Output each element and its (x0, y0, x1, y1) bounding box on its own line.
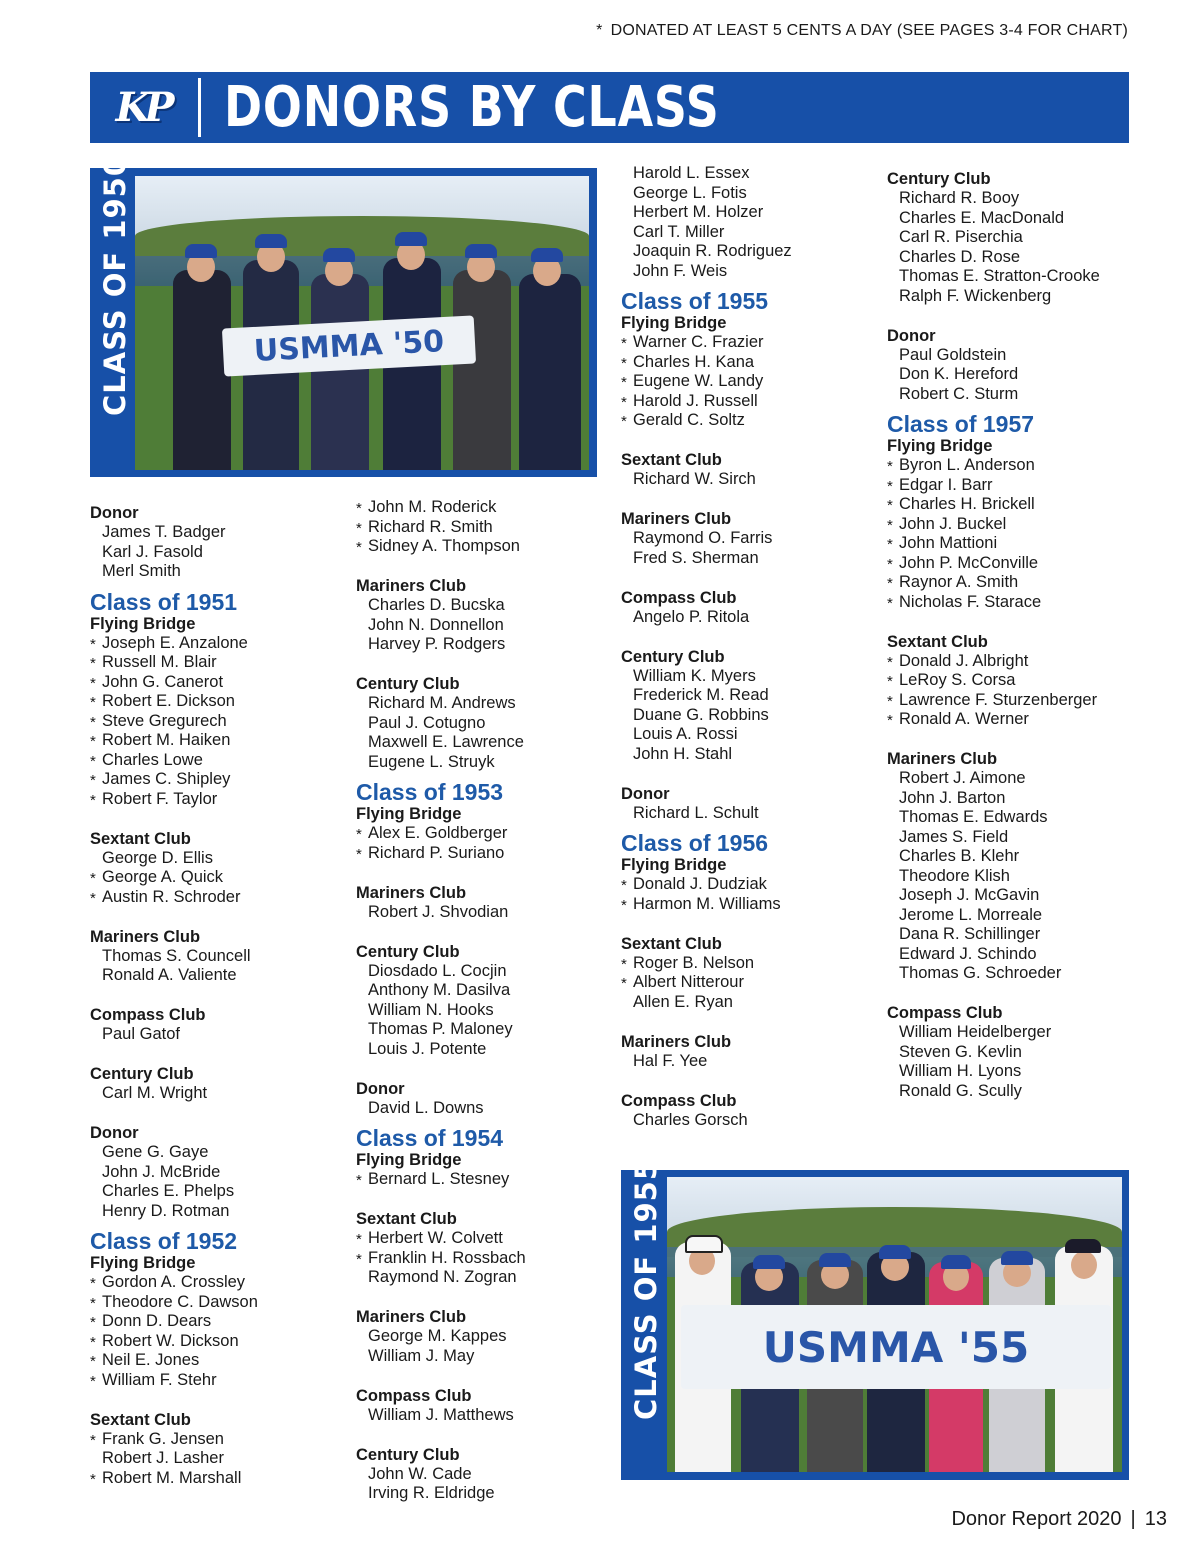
spacer (356, 655, 606, 675)
class-1950-photo (135, 176, 589, 470)
donor-name-starred: * Franklin H. Rossbach (356, 1249, 606, 1269)
spacer (621, 490, 871, 510)
club-heading: Donor (887, 326, 936, 345)
class-1955-photo-label: CLASS OF 1955 (629, 1158, 663, 1420)
spacer (621, 431, 871, 451)
spacer (356, 863, 606, 883)
donor-name: Karl J. Fasold (102, 542, 203, 561)
donor-name: Raymond N. Zogran (368, 1268, 517, 1286)
donor-name: James S. Field (899, 827, 1009, 846)
donor-name: Theodore Klish (899, 866, 1010, 885)
club-heading: Mariners Club (887, 750, 998, 768)
donor-name: Robert C. Sturm (899, 384, 1019, 403)
donor-column-4 (887, 169, 1137, 1101)
club-heading: Century Club (356, 942, 460, 961)
donor-name-starred: * Eugene W. Landy (621, 372, 871, 392)
donor-name: Maxwell E. Lawrence (368, 733, 524, 751)
spacer (621, 627, 871, 647)
club-heading: Flying Bridge (621, 856, 727, 874)
club-heading: Compass Club (356, 1386, 472, 1405)
donor-column-3 (621, 164, 871, 1130)
donor-name-starred: * John P. McConville (887, 554, 1137, 574)
donor-name: Charles B. Klehr (899, 847, 1020, 865)
donor-name: William Heidelberger (899, 1023, 1052, 1041)
club-heading: Century Club (621, 647, 725, 666)
donor-name-starred: * Sidney A. Thompson (356, 537, 606, 557)
spacer (356, 557, 606, 577)
page-number: 13 (1144, 1508, 1167, 1530)
donor-name: Merl Smith (102, 562, 181, 580)
club-heading: Mariners Club (356, 883, 467, 902)
donor-name: William J. Matthews (368, 1405, 514, 1424)
donor-name-starred: * Steve Gregurech (90, 712, 340, 732)
class-1950-photo-frame (90, 154, 597, 477)
donor-name: Herbert M. Holzer (633, 203, 764, 221)
club-heading: Sextant Club (621, 451, 722, 469)
donor-name: Harold L. Essex (633, 164, 750, 182)
donor-name: George M. Kappes (368, 1327, 507, 1345)
class-1950-photo-sign: USMMA '50 (222, 315, 476, 376)
donor-name: Louis A. Rossi (633, 725, 738, 743)
donor-name-starred: * Richard R. Smith (356, 518, 606, 538)
club-heading: Flying Bridge (887, 437, 993, 455)
spacer (621, 764, 871, 784)
spacer (356, 1059, 606, 1079)
donor-name: Gene G. Gaye (102, 1143, 209, 1161)
spacer (356, 1288, 606, 1308)
club-heading: Sextant Club (887, 632, 988, 651)
donor-name-starred: * Gordon A. Crossley (90, 1273, 340, 1293)
spacer (356, 922, 606, 942)
class-heading: Class of 1953 (356, 779, 504, 805)
donor-name: Eugene L. Struyk (368, 752, 495, 771)
donor-name: Raymond O. Farris (633, 529, 773, 547)
club-heading: Donor (356, 1079, 405, 1098)
spacer (621, 1012, 871, 1032)
donor-name: Charles E. Phelps (102, 1182, 235, 1200)
donor-name: William N. Hooks (368, 1000, 494, 1019)
spacer (90, 907, 340, 927)
spacer (621, 914, 871, 934)
club-heading: Compass Club (621, 1091, 737, 1110)
donor-name: James T. Badger (102, 523, 226, 541)
donor-name-starred: * Charles Lowe (90, 751, 340, 771)
donor-column-1 (90, 503, 340, 1488)
club-heading: Compass Club (90, 1006, 206, 1024)
donor-name: Richard M. Andrews (368, 694, 516, 712)
spacer (90, 1045, 340, 1065)
class-1955-photo-frame (621, 1158, 1129, 1480)
donor-name: Ralph F. Wickenberg (899, 286, 1052, 305)
donor-name: Allen E. Ryan (633, 992, 733, 1011)
donor-name-starred: * Robert E. Dickson (90, 692, 340, 712)
donor-name: Robert J. Lasher (102, 1449, 224, 1467)
donor-name: David L. Downs (368, 1098, 484, 1117)
donor-name: John J. Barton (899, 788, 1006, 807)
club-heading: Century Club (887, 170, 991, 188)
spacer (90, 1104, 340, 1124)
donor-name: Duane G. Robbins (633, 705, 769, 724)
donor-name-starred: * Bernard L. Stesney (356, 1170, 606, 1190)
donor-name: Steven G. Kevlin (899, 1042, 1022, 1061)
spacer (90, 809, 340, 829)
spacer (887, 984, 1137, 1004)
donor-name: Thomas E. Edwards (899, 808, 1048, 826)
donor-name-starred: * Robert F. Taylor (90, 790, 340, 810)
page-title: DONORS BY CLASS (224, 75, 720, 140)
donor-name: John F. Weis (633, 261, 728, 280)
donor-name-starred: * John J. Buckel (887, 515, 1137, 535)
donor-name: William J. May (368, 1346, 475, 1365)
donor-name-starred: * Theodore C. Dawson (90, 1293, 340, 1313)
club-heading: Flying Bridge (356, 1151, 462, 1169)
class-heading: Class of 1955 (621, 288, 769, 314)
donor-name: Ronald G. Scully (899, 1081, 1022, 1100)
page-footer (951, 1508, 1167, 1531)
donor-name-starred: * Lawrence F. Sturzenberger (887, 691, 1137, 711)
donor-name-starred: * Charles H. Brickell (887, 495, 1137, 515)
donor-name-starred: * John M. Roderick (356, 498, 606, 518)
donor-name: Carl T. Miller (633, 222, 725, 241)
club-heading: Mariners Club (621, 510, 732, 528)
donor-name-starred: * Neil E. Jones (90, 1351, 340, 1371)
club-heading: Donor (621, 784, 670, 803)
donor-name: George L. Fotis (633, 183, 747, 202)
donor-name: Henry D. Rotman (102, 1201, 230, 1220)
spacer (621, 568, 871, 588)
club-heading: Flying Bridge (621, 314, 727, 332)
club-heading: Donor (90, 504, 139, 522)
donor-name: Thomas E. Stratton-Crooke (899, 267, 1100, 285)
kp-logo (90, 72, 194, 143)
donor-name: Carl M. Wright (102, 1084, 208, 1102)
donor-name-starred: * Richard P. Suriano (356, 844, 606, 864)
report-title: Donor Report 2020 (951, 1508, 1122, 1530)
donor-name-starred: * John Mattioni (887, 534, 1137, 554)
donor-name: William K. Myers (633, 666, 756, 685)
donor-name: Thomas P. Maloney (368, 1020, 513, 1038)
donor-name-starred: * LeRoy S. Corsa (887, 671, 1137, 691)
donor-name: Edward J. Schindo (899, 944, 1037, 963)
kp-logo-text: KP (115, 84, 169, 131)
donor-name-starred: * Byron L. Anderson (887, 456, 1137, 476)
donor-name: Richard L. Schult (633, 803, 759, 822)
class-1955-photo (667, 1177, 1122, 1472)
donor-name: John N. Donnellon (368, 615, 504, 634)
donor-name-starred: * Robert M. Marshall (90, 1469, 340, 1489)
donor-name-starred: * John G. Canerot (90, 673, 340, 693)
club-heading: Century Club (356, 675, 460, 693)
donor-name: Charles D. Rose (899, 247, 1021, 266)
donor-name-starred: * Alex E. Goldberger (356, 824, 606, 844)
donor-name-starred: * Albert Nitterour (621, 973, 871, 993)
club-heading: Compass Club (621, 588, 737, 607)
donor-name: Louis J. Potente (368, 1039, 487, 1058)
donor-name-starred: * Charles H. Kana (621, 353, 871, 373)
donor-name: Diosdado L. Cocjin (368, 961, 507, 980)
class-1950-photo-label: CLASS OF 1950 (98, 154, 132, 416)
club-heading: Compass Club (887, 1004, 1003, 1022)
donor-name: Joseph J. McGavin (899, 886, 1040, 904)
footer-divider: | (1130, 1508, 1136, 1530)
donor-name: Charles Gorsch (633, 1110, 748, 1129)
donor-name: Frederick M. Read (633, 686, 769, 704)
donor-name: Don K. Hereford (899, 365, 1019, 383)
donor-name: Jerome L. Morreale (899, 905, 1043, 924)
club-heading: Century Club (356, 1445, 460, 1464)
donor-name: Richard R. Booy (899, 189, 1020, 207)
class-heading: Class of 1952 (90, 1228, 238, 1254)
donor-name: Charles E. MacDonald (899, 208, 1065, 227)
club-heading: Mariners Club (356, 577, 467, 595)
donor-name: John H. Stahl (633, 744, 733, 763)
banner-divider (198, 78, 201, 137)
donor-name: Richard W. Sirch (633, 470, 756, 488)
donor-name-starred: * Robert M. Haiken (90, 731, 340, 751)
donor-name: Ronald A. Valiente (102, 966, 237, 984)
star-legend-note (596, 22, 1128, 40)
donor-name: Hal F. Yee (633, 1051, 708, 1070)
donor-name-starred: * Gerald C. Soltz (621, 411, 871, 431)
donor-name-starred: * Donn D. Dears (90, 1312, 340, 1332)
spacer (90, 986, 340, 1006)
club-heading: Flying Bridge (356, 805, 462, 823)
club-heading: Mariners Club (621, 1032, 732, 1051)
donor-name-starred: * Russell M. Blair (90, 653, 340, 673)
class-heading: Class of 1951 (90, 588, 238, 615)
club-heading: Flying Bridge (90, 614, 196, 633)
donor-name-starred: * Nicholas F. Starace (887, 593, 1137, 613)
donor-name-starred: * Donald J. Albright (887, 652, 1137, 672)
donor-name: Anthony M. Dasilva (368, 981, 511, 999)
donor-name: Thomas S. Councell (102, 946, 251, 965)
donor-name-starred: * Ronald A. Werner (887, 710, 1137, 730)
donor-name: Paul J. Cotugno (368, 713, 486, 732)
donor-name: Joaquin R. Rodriguez (633, 242, 792, 260)
donor-name-starred: * Edgar I. Barr (887, 476, 1137, 496)
donor-name-starred: * Roger B. Nelson (621, 954, 871, 974)
spacer (90, 1390, 340, 1410)
club-heading: Mariners Club (356, 1308, 467, 1326)
donor-name-starred: * Frank G. Jensen (90, 1430, 340, 1450)
club-heading: Sextant Club (90, 1410, 191, 1429)
class-heading: Class of 1954 (356, 1125, 504, 1151)
star-legend-text: DONATED AT LEAST 5 CENTS A DAY (SEE PAGES 3-4 FOR CHART) (610, 22, 1128, 39)
club-heading: Flying Bridge (90, 1254, 196, 1272)
donor-name: William H. Lyons (899, 1062, 1022, 1080)
donor-name: Paul Gatof (102, 1025, 180, 1043)
section-banner (90, 72, 1129, 143)
donor-name: Robert J. Shvodian (368, 902, 509, 921)
donor-name: John J. McBride (102, 1162, 221, 1181)
donor-name-starred: * Robert W. Dickson (90, 1332, 340, 1352)
club-heading: Sextant Club (621, 934, 722, 953)
club-heading: Donor (90, 1124, 139, 1142)
club-heading: Sextant Club (90, 829, 191, 848)
donor-name: John W. Cade (368, 1464, 472, 1483)
donor-column-2 (356, 498, 606, 1504)
donor-name-starred: * Harold J. Russell (621, 392, 871, 412)
donor-name: Irving R. Eldridge (368, 1484, 495, 1502)
club-heading: Century Club (90, 1065, 194, 1083)
donor-name-starred: * Raynor A. Smith (887, 573, 1137, 593)
donor-name: Harvey P. Rodgers (368, 635, 506, 653)
donor-name: Robert J. Aimone (899, 769, 1026, 787)
donor-name: Thomas G. Schroeder (899, 964, 1062, 982)
spacer (621, 1071, 871, 1091)
donor-name-starred: * Herbert W. Colvett (356, 1229, 606, 1249)
donor-name: Carl R. Piserchia (899, 228, 1023, 246)
spacer (887, 612, 1137, 632)
club-heading: Sextant Club (356, 1210, 457, 1228)
spacer (356, 1366, 606, 1386)
donor-name: Angelo P. Ritola (633, 607, 750, 626)
spacer (887, 730, 1137, 750)
donor-name-starred: * Warner C. Frazier (621, 333, 871, 353)
donor-name-starred: * Austin R. Schroder (90, 888, 340, 908)
star-symbol: * (596, 22, 603, 39)
donor-name-starred: * Donald J. Dudziak (621, 875, 871, 895)
donor-name: Fred S. Sherman (633, 548, 759, 567)
donor-name-starred: * Harmon M. Williams (621, 895, 871, 915)
spacer (887, 306, 1137, 326)
donor-name: George D. Ellis (102, 848, 213, 867)
donor-name-starred: * George A. Quick (90, 868, 340, 888)
donor-name-starred: * James C. Shipley (90, 770, 340, 790)
donor-name: Dana R. Schillinger (899, 925, 1041, 943)
donor-name: Paul Goldstein (899, 345, 1007, 364)
donor-name: Charles D. Bucska (368, 596, 505, 614)
club-heading: Mariners Club (90, 927, 201, 946)
donor-name-starred: * William F. Stehr (90, 1371, 340, 1391)
spacer (356, 1190, 606, 1210)
spacer (356, 1425, 606, 1445)
donor-name-starred: * Joseph E. Anzalone (90, 634, 340, 654)
class-1955-photo-sign: USMMA '55 (681, 1305, 1111, 1389)
class-heading: Class of 1957 (887, 411, 1035, 437)
class-heading: Class of 1956 (621, 830, 769, 856)
